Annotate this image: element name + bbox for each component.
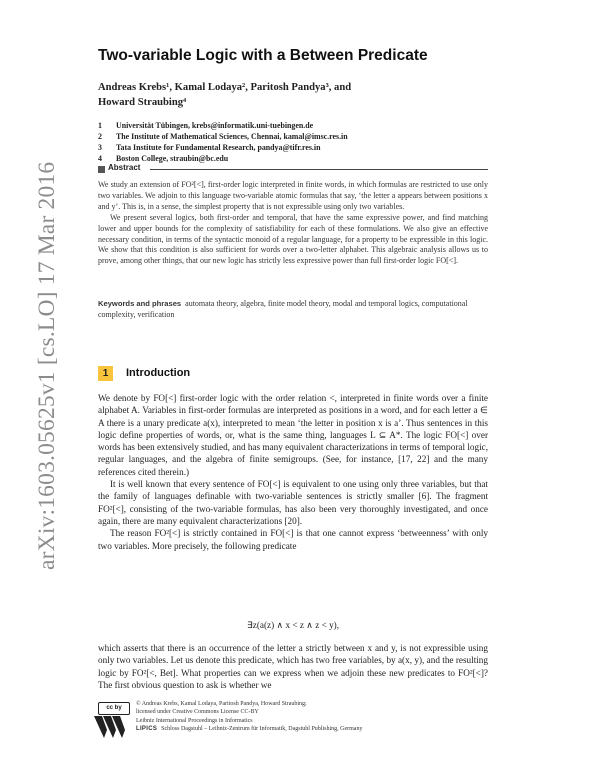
abstract-paragraph-1: We study an extension of FO²[<], first-order logic interpreted in finite words, in which formulas are restricted to use only two variables. We adjoin to this language two-variable atomic formulas that say, ‘the letter a appears between positions x and y’. This is, in a sense, the simplest property that is not expressible using only two variables.: [98, 180, 488, 211]
display-formula: ∃z(a(z) ∧ x < z ∧ z < y),: [246, 620, 340, 630]
keywords-text: automata theory, algebra, finite model theory, modal and temporal logics, computational complexity, verification: [98, 299, 468, 319]
cc-license-badge: cc by: [98, 702, 130, 715]
authors-line-1: Andreas Krebs¹, Kamal Lodaya², Paritosh Pandya³, and: [98, 82, 352, 93]
footer-publisher-line: [136, 725, 496, 733]
affiliation-number: 4: [98, 154, 102, 163]
affiliation-number: 1: [98, 121, 102, 130]
intro-continuation: [98, 642, 488, 691]
abstract-rule: [150, 169, 488, 170]
abstract-body: [98, 180, 488, 267]
author-list: [98, 80, 498, 110]
footer-series: Leibniz International Proceedings in Informatics: [136, 717, 253, 724]
arxiv-sidebar-stamp: [6, 161, 60, 570]
abstract-label: Abstract: [108, 163, 141, 172]
affiliation-text: Boston College, straubin@bc.edu: [116, 154, 229, 163]
authors-line-2: Howard Straubing⁴: [98, 97, 187, 108]
section-title: Introduction: [126, 367, 191, 379]
footer-info: [136, 700, 496, 734]
affiliation-text: Universität Tübingen, krebs@informatik.uni-tuebingen.de: [116, 121, 314, 130]
footer-copyright: © Andreas Krebs, Kamal Lodaya, Paritosh Pandya, Howard Straubing;: [136, 701, 307, 707]
abstract-header: [98, 164, 488, 176]
intro-paragraph-3: The reason FO²[<] is strictly contained in FO[<] is that one cannot express ‘betweenness’ with only two variables. More precisely, the following predicate: [98, 528, 488, 551]
affiliation-text: Tata Institute for Fundamental Research, pandya@tifr.res.in: [116, 143, 321, 152]
intro-paragraph-4: which asserts that there is an occurrence of the letter a strictly between x and y, is not expressible using only two variables. Let us denote this predicate, which has two free variables, by a(x, y), and the resulting logic by FO²[<, Bet]. What properties can we express when we adjoin these new predicates to FO²[<]? The first obvious question to ask is whether we: [98, 643, 488, 690]
arxiv-id: arXiv:1603.05625v1 [cs.LO] 17 Mar 2016: [34, 161, 60, 570]
footer-publisher: Schloss Dagstuhl – Leibniz-Zentrum für Informatik, Dagstuhl Publishing, Germany: [161, 726, 363, 733]
affiliation-2: [98, 132, 348, 141]
abstract-paragraph-2: We present several logics, both first-order and temporal, that have the same expressive power, and find matching lower and upper bounds for the complexity of satisfiability for each of these formulations. We also give an effective necessary condition, in terms of the syntactic monoid of a regular language, for a property to be expressible in this logic. We show that this condition is also sufficient for words over a two-letter alphabet. This algebraic analysis allows us to prove, among other things, that our new logic has strictly less expressive power than full first-order logic FO[<].: [98, 212, 488, 266]
lipics-logo-icon: [94, 716, 128, 738]
paper-title: Two-variable Logic with a Between Predicate: [98, 47, 428, 64]
affiliation-text: The Institute of Mathematical Sciences, Chennai, kamal@imsc.res.in: [116, 132, 348, 141]
section-number: 1: [98, 366, 113, 381]
abstract-marker-icon: [98, 166, 105, 173]
keywords: [98, 298, 488, 320]
affiliation-number: 2: [98, 132, 102, 141]
intro-paragraph-2: It is well known that every sentence of FO[<] is equivalent to one using only three variables, but that the family of languages definable with two-variable sentences is strictly smaller [6]. The fragment FO²[<], consisting of the two-variable formulas, has also been very thoroughly investigated, and once again, there are many equivalent characterizations [20].: [98, 479, 488, 526]
affiliation-number: 3: [98, 143, 102, 152]
intro-paragraph-1: We denote by FO[<] first-order logic with the order relation <, interpreted in finite words over a finite alphabet A. Variables in first-order formulas are interpreted as positions in a word, and for each letter a ∈ A there is a unary predicate a(x), interpreted to mean ‘the letter in position x is a’. Thus sentences in this logic define properties of words, or, what is the same thing, languages L ⊆ A*. The logic FO[<] over words has been extensively studied, and has many equivalent characterizations in terms of temporal logic, regular languages, and the algebra of finite semigroups. (See, for instance, [17, 22] and the many references cited therein.): [98, 393, 488, 477]
affiliation-1: [98, 121, 313, 130]
footer-license: licensed under Creative Commons License CC-BY: [136, 709, 259, 716]
affiliation-4: [98, 154, 228, 163]
keywords-label: Keywords and phrases: [98, 299, 182, 308]
lipics-label: LIPICS: [136, 726, 158, 733]
affiliation-3: [98, 143, 320, 152]
intro-body: [98, 392, 488, 552]
